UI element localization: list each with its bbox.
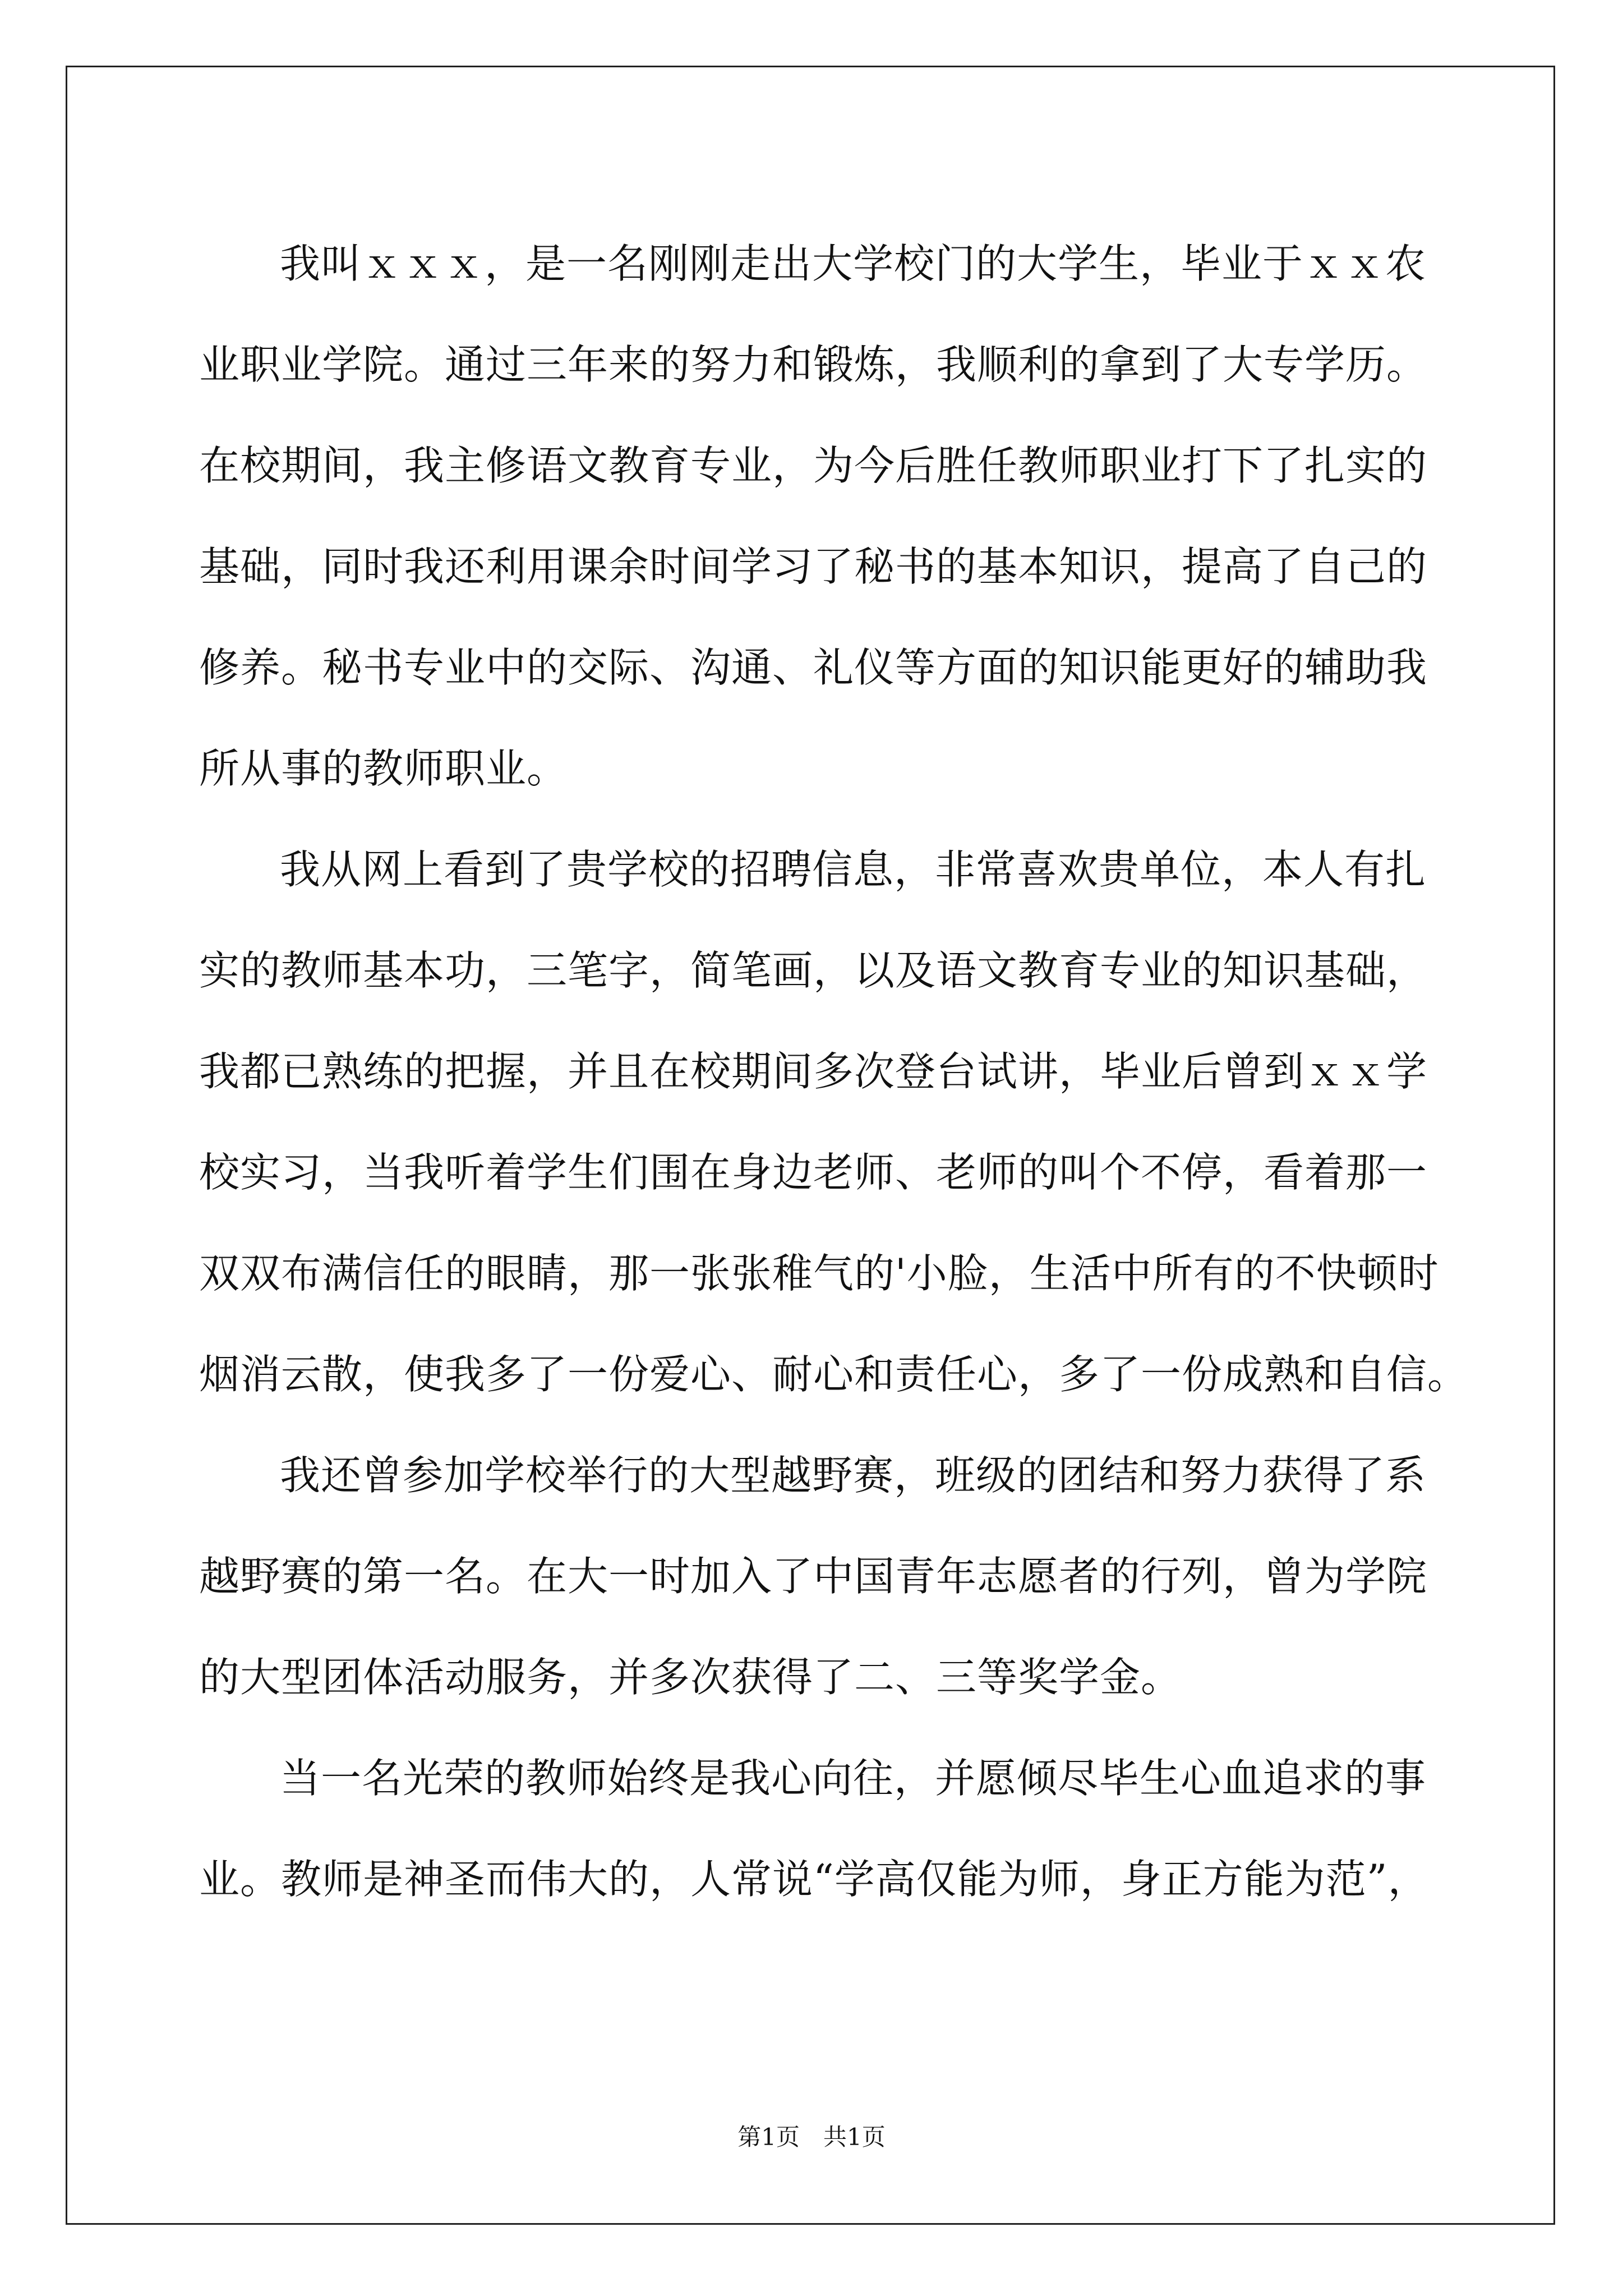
paragraph-2-line-4: 校实习，当我听着学生们围在身边老师、老师的叫个不停，看着那一 <box>199 1149 1428 1196</box>
paragraph-1-line-4: 基础，同时我还利用课余时间学习了秘书的基本知识，提高了自己的 <box>199 543 1428 590</box>
page-number-footer: 第1页 共1页 <box>737 2123 886 2151</box>
paragraph-2-line-2: 实的教师基本功，三笔字，简笔画，以及语文教育专业的知识基础， <box>199 947 1428 994</box>
paragraph-3-line-1: 我还曾参加学校举行的大型越野赛，班级的团结和努力获得了系 <box>280 1452 1427 1499</box>
paragraph-4-line-1: 当一名光荣的教师始终是我心向往，并愿倾尽毕生心血追求的事 <box>280 1755 1427 1802</box>
paragraph-1-line-3: 在校期间，我主修语文教育专业，为今后胜任教师职业打下了扎实的 <box>199 442 1428 489</box>
paragraph-1-line-2: 业职业学院。通过三年来的努力和锻炼，我顺利的拿到了大专学历。 <box>199 341 1428 388</box>
paragraph-2-line-6: 烟消云散，使我多了一份爱心、耐心和责任心，多了一份成熟和自信。 <box>199 1351 1469 1398</box>
paragraph-1-line-1: 我叫ｘｘｘ，是一名刚刚走出大学校门的大学生，毕业于ｘｘ农 <box>280 240 1427 287</box>
paragraph-3-line-3: 的大型团体活动服务，并多次获得了二、三等奖学金。 <box>199 1654 1182 1701</box>
document-body <box>199 213 1469 1930</box>
paragraph-4-line-2: 业。教师是神圣而伟大的，人常说“学高仅能为师，身正方能为范”， <box>199 1856 1429 1903</box>
paragraph-2-line-3: 我都已熟练的把握，并且在校期间多次登台试讲，毕业后曾到ｘｘ学 <box>199 1048 1428 1095</box>
paragraph-1-line-6: 所从事的教师职业。 <box>199 745 568 792</box>
paragraph-2-line-1: 我从网上看到了贵学校的招聘信息，非常喜欢贵单位，本人有扎 <box>280 846 1427 893</box>
paragraph-3-line-2: 越野赛的第一名。在大一时加入了中国青年志愿者的行列，曾为学院 <box>199 1553 1428 1600</box>
paragraph-1-line-5: 修养。秘书专业中的交际、沟通、礼仪等方面的知识能更好的辅助我 <box>199 644 1428 691</box>
paragraph-2-line-5: 双双布满信任的眼睛，那一张张稚气的'小脸，生活中所有的不快顿时 <box>199 1250 1439 1297</box>
